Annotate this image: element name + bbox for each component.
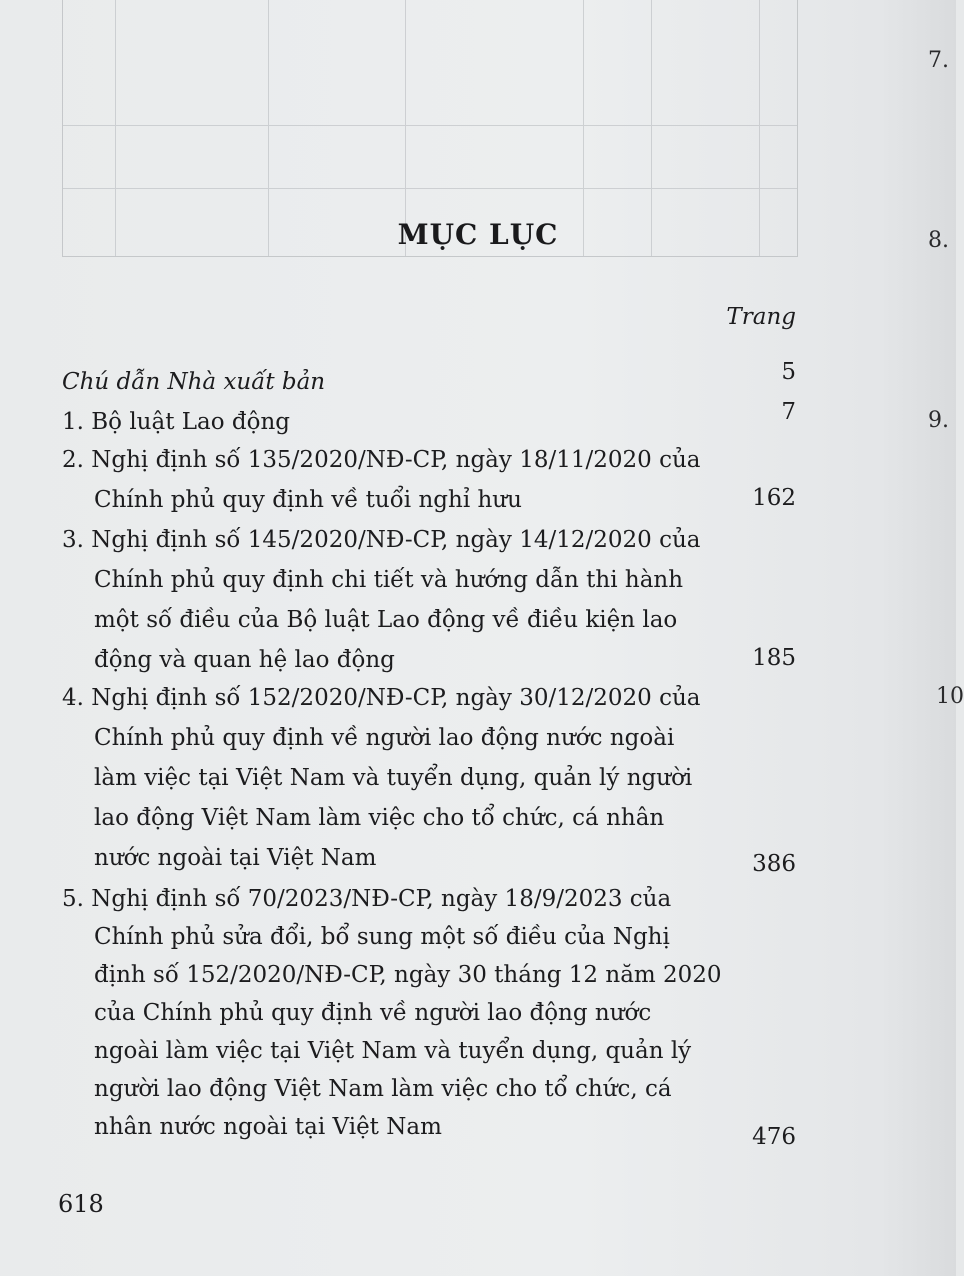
facing-page-mark: 9. (928, 408, 949, 433)
toc-entry-title: 1. Bộ luật Lao động (62, 409, 291, 435)
toc-entry-page: 476 (752, 1124, 796, 1150)
toc-entry-page: 7 (781, 399, 796, 425)
page-number: 618 (58, 1190, 104, 1218)
page-title: MỤC LỤC (397, 218, 559, 251)
facing-page-mark: 8. (928, 228, 949, 253)
toc-entry-page: 162 (752, 485, 796, 511)
toc-entry (62, 399, 796, 442)
toc-entry (62, 440, 796, 520)
toc-entry-title: 3. Nghị định số 145/2020/NĐ-CP, ngày 14/12/2020 của Chính phủ quy định chi tiết và hướng dẫn thi hành một số điều của Bộ luật Lao động về điều kiện lao động và quan hệ lao động (62, 527, 701, 673)
facing-page-mark: 10 (936, 684, 964, 709)
toc-entry (62, 678, 796, 878)
facing-page-mark: 7. (928, 48, 949, 73)
toc-entry-page: 5 (781, 359, 796, 385)
page-column-header: Trang (726, 304, 796, 330)
toc-entry (62, 359, 796, 402)
toc-entry (62, 520, 796, 680)
toc-entry-title: 4. Nghị định số 152/2020/NĐ-CP, ngày 30/12/2020 của Chính phủ quy định về người lao động nước ngoài làm việc tại Việt Nam và tuyển dụng, quản lý người lao động Việt Nam làm việc cho tổ chức, cá nhân nước ngoài tại Việt Nam (62, 685, 701, 871)
toc-entry (62, 880, 796, 1150)
toc-entry-page: 386 (752, 851, 796, 877)
toc-entry-title: Chú dẫn Nhà xuất bản (62, 369, 326, 395)
toc-entry-title: 5. Nghị định số 70/2023/NĐ-CP, ngày 18/9/2023 của Chính phủ sửa đổi, bổ sung một số điều của Nghị định số 152/2020/NĐ-CP, ngày 30 tháng 12 năm 2020 của Chính phủ quy định về người lao động nước ngoài làm việc tại Việt Nam và tuyển dụng, quản lý người lao động Việt Nam làm việc cho tổ chức, cá nhân nước ngoài tại Việt Nam (62, 886, 722, 1140)
toc-entry-page: 185 (752, 645, 796, 671)
toc-entry-title: 2. Nghị định số 135/2020/NĐ-CP, ngày 18/11/2020 của Chính phủ quy định về tuổi nghỉ hưu (62, 447, 701, 513)
